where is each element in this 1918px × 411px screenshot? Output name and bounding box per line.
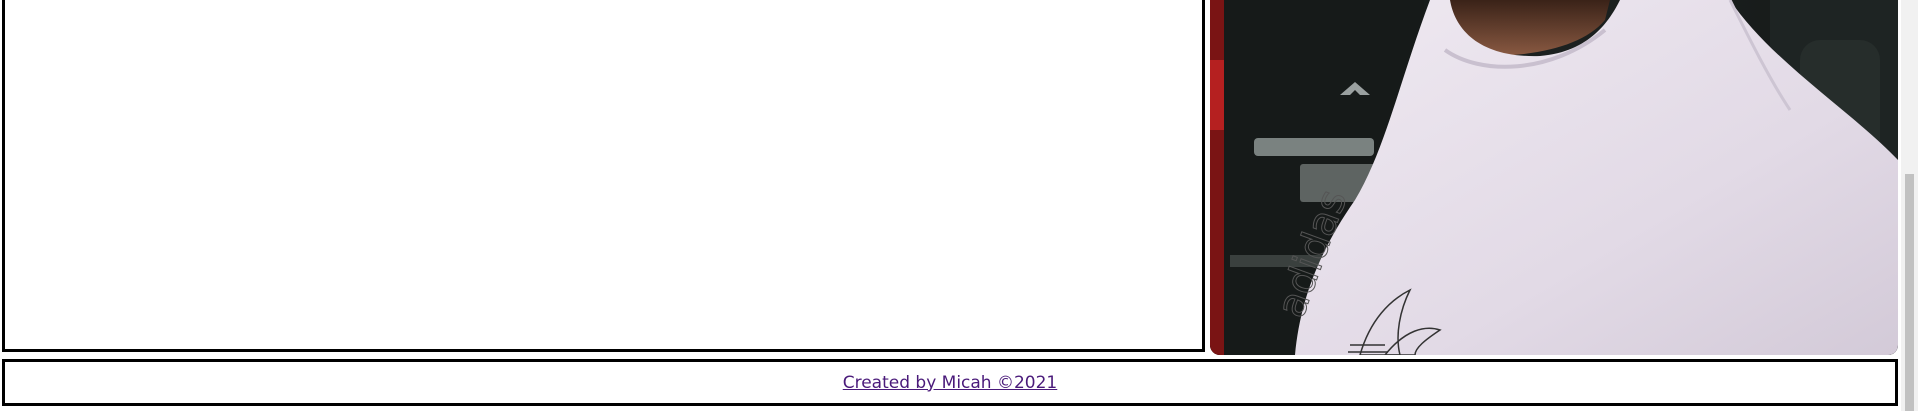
credit-link[interactable]: Created by Micah ©2021	[842, 372, 1058, 393]
site-footer	[2, 359, 1898, 406]
vertical-scrollbar[interactable]	[1901, 0, 1918, 411]
car-edge	[1210, 0, 1224, 355]
content-panel	[2, 0, 1205, 352]
photo-illustration	[1210, 0, 1898, 355]
hero-photo	[1210, 0, 1898, 355]
car-bumper	[1254, 138, 1374, 156]
svg-text:adidas: adidas	[1268, 183, 1357, 324]
scrollbar-thumb[interactable]	[1905, 174, 1914, 411]
